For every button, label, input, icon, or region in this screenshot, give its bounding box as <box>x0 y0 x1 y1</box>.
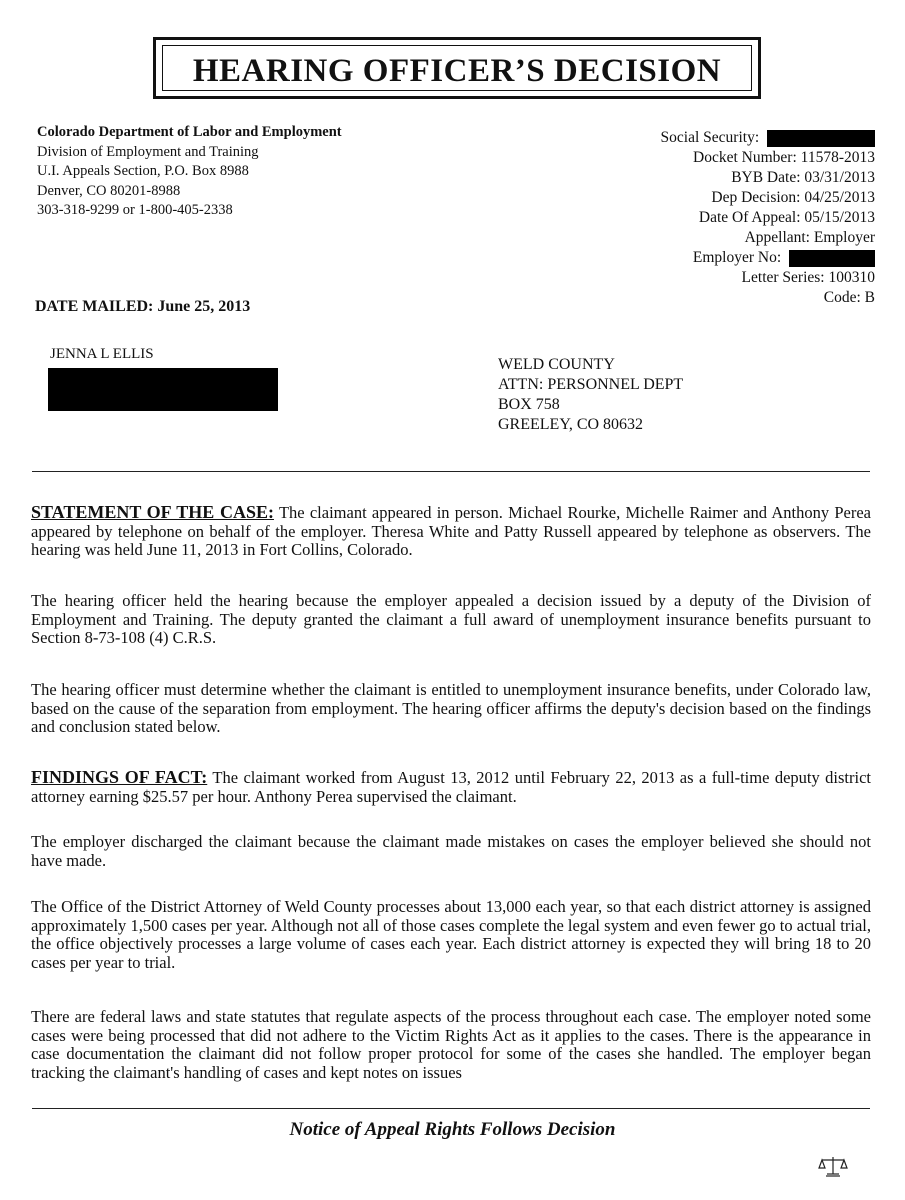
dep-row <box>661 188 875 208</box>
dep-value: 04/25/2013 <box>804 189 875 206</box>
findings-paragraph-4: There are federal laws and state statutes that regulate aspects of the process throughout each case. The employer noted some cases were being processed that did not adhere to the Victim Rights Act as it applies to the cases. There is the appearance in case documentation the claimant did not follow proper protocol for some of the cases she handled. The employer began tracking the claimant's handling of cases and kept notes on issues <box>31 1007 871 1082</box>
employer-address-line2: ATTN: PERSONNEL DEPT <box>498 376 684 393</box>
date-mailed-value: June 25, 2013 <box>157 298 251 315</box>
employer-address <box>498 355 683 435</box>
byb-row <box>661 168 875 188</box>
code-row <box>661 288 875 308</box>
code-value: B <box>864 289 875 306</box>
appellant-value: Employer <box>813 229 875 246</box>
appellant-label: Appellant: <box>744 229 810 246</box>
appeal-value: 05/15/2013 <box>804 209 875 226</box>
docket-value: 11578-2013 <box>800 149 875 166</box>
divider-bottom <box>32 1108 870 1109</box>
findings-p1-text: The claimant worked from August 13, 2012 until February 22, 2013 as a full-time deputy district attorney earning $25.57 per hour. Anthony Perea supervised the claimant. <box>31 768 871 806</box>
employer-address-line3: BOX 758 <box>498 396 560 413</box>
appeal-rights-notice: Notice of Appeal Rights Follows Decision <box>289 1119 616 1140</box>
employer-address-line4: GREELEY, CO 80632 <box>498 416 644 433</box>
employer-no-redaction <box>789 250 875 267</box>
findings-paragraph-2: The employer discharged the claimant because the claimant made mistakes on cases the employer believed she should not have made. <box>31 832 871 870</box>
findings-paragraph-3: The Office of the District Attorney of Weld County processes about 13,000 each year, so that each district attorney is assigned approximately 1,500 cases per year. Although not all of those cases complete the legal system and even fewer go to actual trial, the office objectively processes a large volume of cases each year. Each district attorney is expected they will bring 18 to 20 cases per year to trial. <box>31 897 871 972</box>
divider-top <box>32 471 870 472</box>
date-mailed-label: DATE MAILED: <box>35 298 154 315</box>
agency-phone: 303-318-9299 or 1-800-405-2338 <box>37 202 233 218</box>
claimant-address-redaction <box>48 368 278 411</box>
title-box <box>153 37 761 99</box>
letter-row <box>661 268 875 288</box>
employer-no-label: Employer No: <box>692 249 782 266</box>
date-mailed <box>35 298 250 316</box>
page-title: HEARING OFFICER’S DECISION <box>192 53 722 89</box>
docket-row <box>661 148 875 168</box>
appeal-label: Date Of Appeal: <box>698 209 801 226</box>
findings-paragraph-1 <box>31 768 871 806</box>
appeal-row <box>661 208 875 228</box>
agency-city: Denver, CO 80201-8988 <box>37 182 181 199</box>
letter-value: 100310 <box>828 269 875 286</box>
dep-label: Dep Decision: <box>711 189 801 206</box>
employer-address-line1: WELD COUNTY <box>498 356 615 373</box>
ssn-label: Social Security: <box>660 129 760 146</box>
ssn-row <box>661 128 875 148</box>
claimant-name: JENNA L ELLIS <box>50 346 154 362</box>
case-info-block <box>661 128 875 308</box>
agency-division: Division of Employment and Training <box>37 143 259 160</box>
agency-section: U.I. Appeals Section, P.O. Box 8988 <box>37 163 249 179</box>
appellant-row <box>661 228 875 248</box>
ssn-redaction <box>767 130 875 147</box>
letter-label: Letter Series: <box>741 269 825 286</box>
statement-p1-text: The claimant appeared in person. Michael Rourke, Michelle Raimer and Anthony Perea appeared by telephone on behalf of the employer. Theresa White and Patty Russell appeared by telephone as observers. The hearing was held June 11, 2013 in Fort Collins, Colorado. <box>31 503 871 559</box>
agency-block <box>37 123 342 221</box>
byb-value: 03/31/2013 <box>804 169 875 186</box>
statement-paragraph-3: The hearing officer must determine whether the claimant is entitled to unemployment insurance benefits, under Colorado law, based on the cause of the separation from employment. The hearing officer affirms the deputy's decision based on the findings and conclusion stated below. <box>31 680 871 736</box>
docket-label: Docket Number: <box>693 149 797 166</box>
byb-label: BYB Date: <box>731 169 801 186</box>
agency-name: Colorado Department of Labor and Employment <box>37 124 342 140</box>
employer-no-row <box>661 248 875 268</box>
scales-of-justice-icon <box>818 1154 848 1178</box>
statement-heading: STATEMENT OF THE CASE: <box>31 502 274 522</box>
findings-heading: FINDINGS OF FACT: <box>31 767 208 787</box>
statement-paragraph-1 <box>31 503 871 560</box>
statement-paragraph-2: The hearing officer held the hearing because the employer appealed a decision issued by a deputy of the Division of Employment and Training. The deputy granted the claimant a full award of unemployment insurance benefits pursuant to Section 8-73-108 (4) C.R.S. <box>31 591 871 647</box>
code-label: Code: <box>823 289 861 306</box>
